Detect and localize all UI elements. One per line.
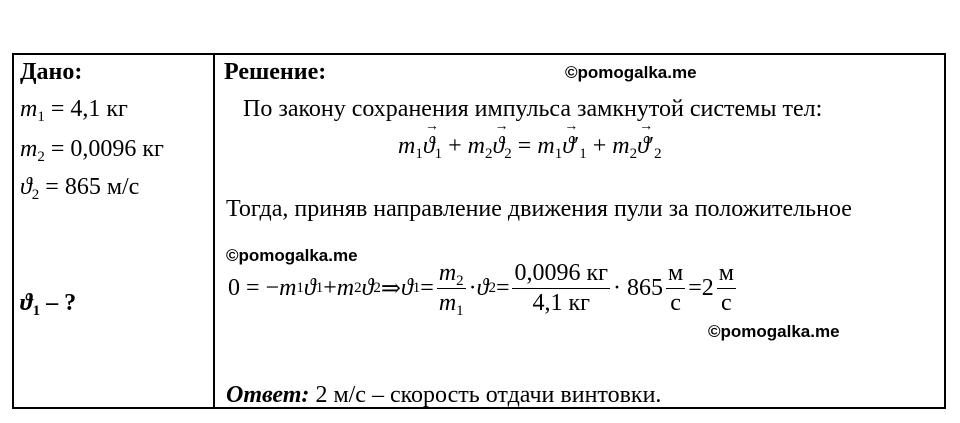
watermark-bottom: ©pomogalka.me (708, 322, 840, 341)
calc-zero: 0 (228, 274, 240, 301)
mass-ratio-fraction: $\frac{m_2}{m_1}$ (438, 259, 464, 319)
watermark-top: ©pomogalka.me (565, 63, 697, 82)
numeric-fraction-num: 0,0096 кг (512, 260, 610, 289)
given-unknown-suffix: – ? (40, 290, 77, 316)
unit-num-2: м (717, 260, 736, 289)
given-m2-value: = 0,0096 кг (50, 136, 164, 162)
law-text: По закону сохранения импульса замкнутой системы тел: (243, 96, 823, 122)
unit-fraction-2 (717, 260, 736, 317)
given-m2: $m_2 = 0,0096$ кг (20, 136, 164, 165)
calc-speed: 865 (627, 274, 663, 301)
column-divider (213, 53, 215, 409)
unit-num-1: м (666, 260, 685, 289)
unit-den-2: с (721, 289, 732, 316)
given-unknown: $ϑ_1$ – ? (20, 290, 77, 319)
answer-line (226, 382, 661, 409)
given-v2-value: = 865 м/с (45, 174, 140, 200)
given-m1: $m_1 = 4,1$ кг (20, 96, 128, 125)
calc-result: 2 (701, 274, 714, 301)
solution-header: Решение: (224, 59, 327, 85)
then-text: Тогда, приняв направление движения пули за положительное (226, 196, 852, 222)
given-v2: $ϑ_2 = 865$ м/с (20, 174, 140, 203)
given-m1-value: = 4,1 кг (50, 96, 128, 122)
numeric-fraction-den: 4,1 кг (532, 289, 590, 316)
watermark-middle: ©pomogalka.me (226, 246, 358, 265)
answer-text: 2 м/с – скорость отдачи винтовки. (309, 382, 662, 408)
calculation-equation: 0 = − m 1 ϑ 1 + m 2 ϑ 2 ⇒ ϑ 1 = $\frac{m_2}{m_1}$ · ϑ 2 = $\frac{0,0096 кг}{4,1 кг}$ · 865 $\frac{м}{с}$ = 2 $\frac{м}{с}$ (228, 259, 734, 319)
answer-label: Ответ: (226, 382, 310, 408)
unit-den-1: с (670, 289, 681, 316)
numeric-fraction (512, 260, 610, 317)
momentum-equation: $m_1\to ϑ_1 + m_2\to ϑ_2 = m_1\to ϑ'_1 + m_2\to ϑ'_2$ (398, 133, 662, 160)
unit-fraction-1 (666, 260, 685, 317)
given-header: Дано: (20, 59, 83, 85)
